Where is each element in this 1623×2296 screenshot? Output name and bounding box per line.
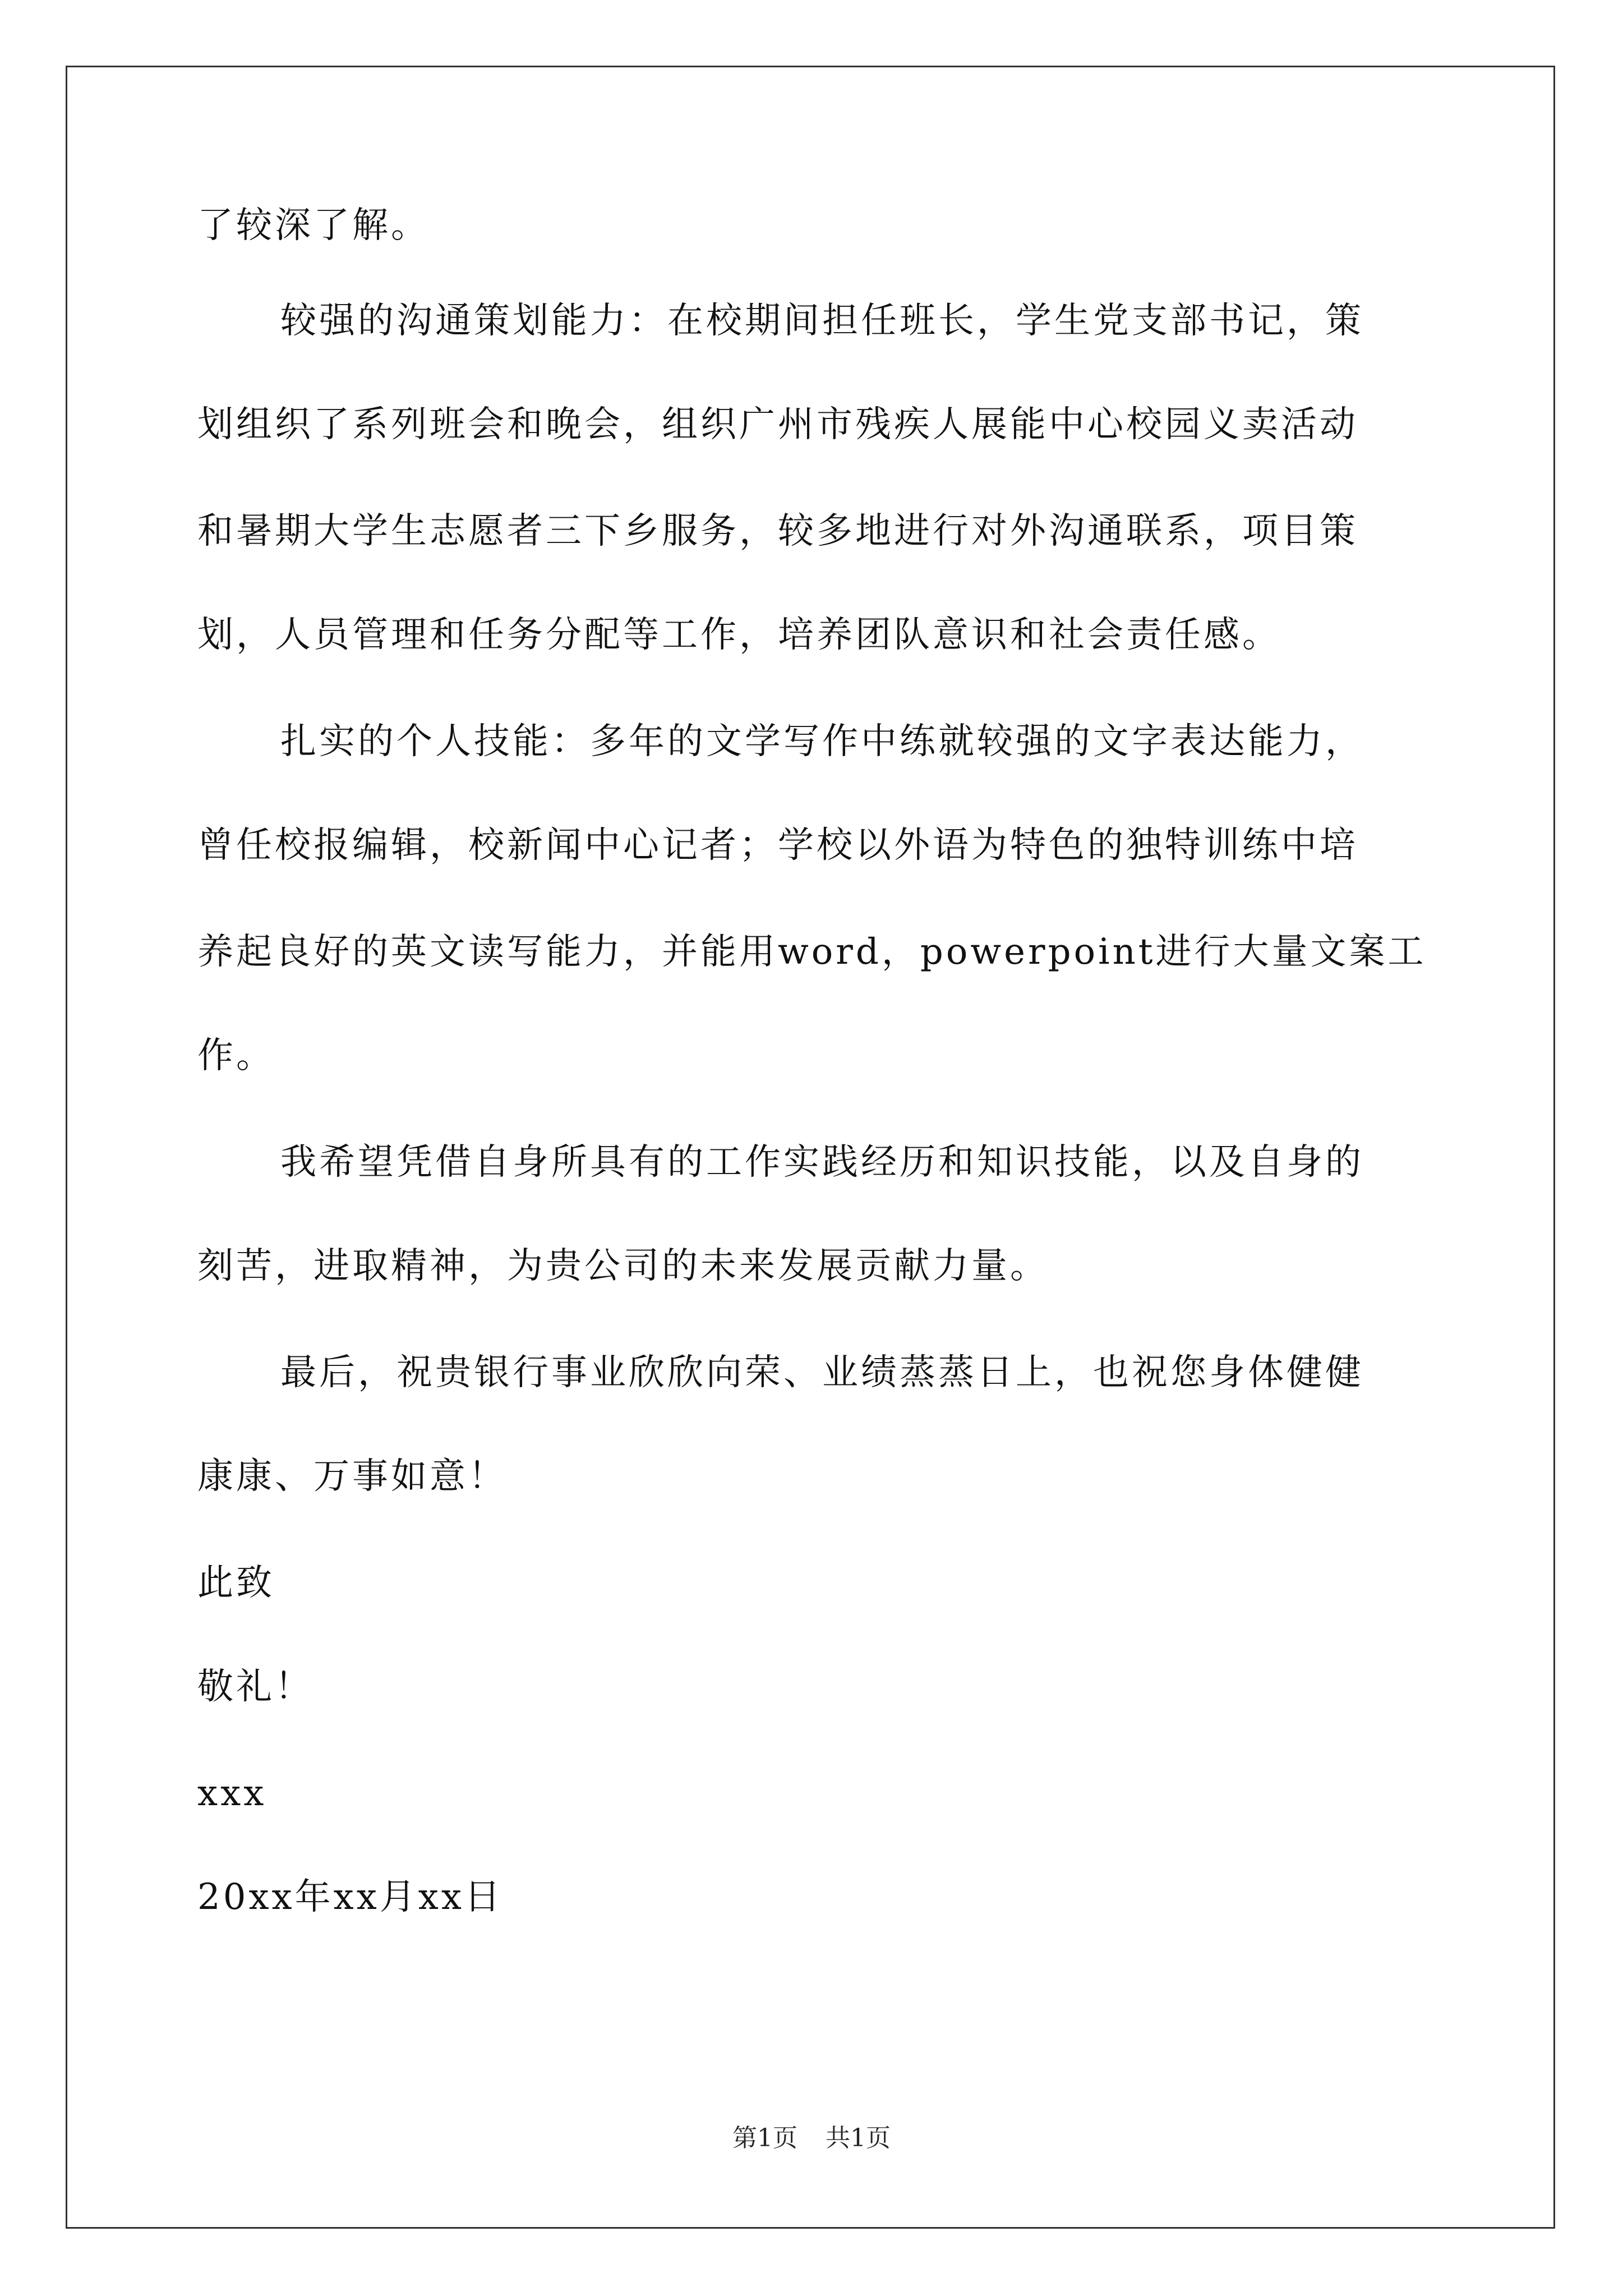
- paragraph-line: 曾任校报编辑，校新闻中心记者；学校以外语为特色的独特训练中培: [197, 825, 1358, 866]
- paragraph-line: 最后，祝贵银行事业欣欣向荣、业绩蒸蒸日上，也祝您身体健健: [280, 1352, 1364, 1393]
- signature-name: xxx: [197, 1773, 267, 1814]
- page-footer: [0, 2126, 1623, 2151]
- closing-regards: 敬礼！: [197, 1666, 313, 1708]
- paragraph-line: 划，人员管理和任务分配等工作，培养团队意识和社会责任感。: [197, 614, 1281, 656]
- paragraph-line: 划组织了系列班会和晚会，组织广州市残疾人展能中心校园义卖活动: [197, 404, 1358, 445]
- paragraph-line: 扎实的个人技能：多年的文学写作中练就较强的文字表达能力，: [280, 721, 1364, 762]
- page-total: 共1页: [826, 2124, 891, 2152]
- paragraph-line: 我希望凭借自身所具有的工作实践经历和知识技能，以及自身的: [280, 1142, 1364, 1183]
- paragraph-line: 康康、万事如意！: [197, 1456, 507, 1497]
- paragraph-line: 和暑期大学生志愿者三下乡服务，较多地进行对外沟通联系，项目策: [197, 510, 1358, 552]
- page-number: 第1页: [732, 2124, 797, 2152]
- paragraph-line: 较强的沟通策划能力：在校期间担任班长，学生党支部书记，策: [280, 300, 1364, 342]
- signature-date: 20xx年xx月xx日: [197, 1876, 503, 1918]
- paragraph-line: 作。: [197, 1035, 275, 1076]
- paragraph-line: 刻苦，进取精神，为贵公司的未来发展贡献力量。: [197, 1245, 1049, 1287]
- paragraph-line: 了较深了解。: [197, 205, 430, 246]
- closing-salutation: 此致: [197, 1562, 275, 1604]
- paragraph-line: 养起良好的英文读写能力，并能用word，powerpoint进行大量文案工: [197, 931, 1427, 973]
